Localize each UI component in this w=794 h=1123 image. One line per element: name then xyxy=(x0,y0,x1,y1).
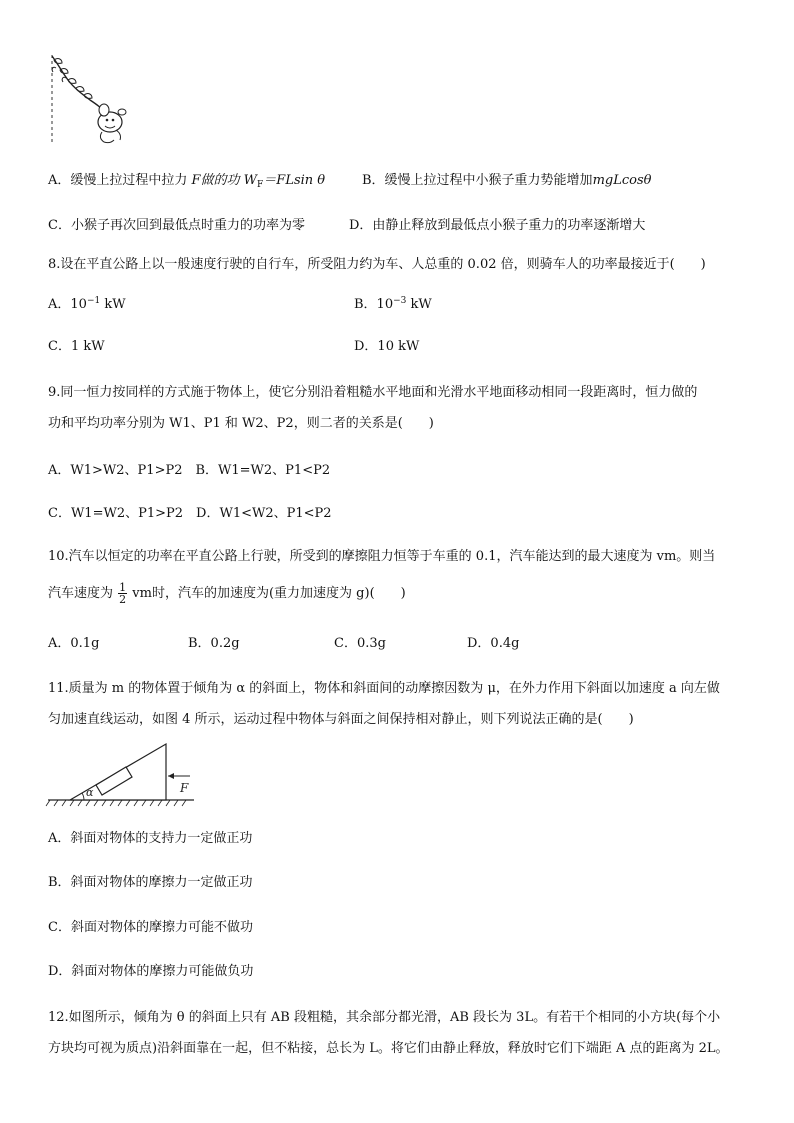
q10-option-c: C．0.3g xyxy=(334,636,386,651)
q9-stem-line2: 功和平均功率分别为 W1、P1 和 W2、P2，则二者的关系是( ) xyxy=(48,416,434,431)
q10-option-a: A．0.1g xyxy=(48,636,100,651)
q8-option-b: B．$10^{-3}$ kW xyxy=(354,296,432,312)
q9-stem-line1: 9.同一恒力按同样的方式施于物体上，使它分别沿着粗糙水平地面和光滑水平地面移动相同一段距离时，恒力做的 xyxy=(48,385,698,400)
q10-fraction: $\frac{1}{2}$ xyxy=(119,581,127,606)
q11-stem-line1: 11.质量为 m 的物体置于倾角为 α 的斜面上，物体和斜面间的动摩擦因数为 μ，在外力作用下斜面以加速度 a 向左做 xyxy=(48,681,720,696)
q8-stem: 8.设在平直公路上以一般速度行驶的自行车，所受阻力约为车、人总重的 0.02 倍，则骑车人的功率最接近于( ) xyxy=(48,257,706,272)
q10-stem-line1: 10.汽车以恒定的功率在平直公路上行驶，所受到的摩擦阻力恒等于车重的 0.1，汽车能达到的最大速度为 vm。则当 xyxy=(48,549,716,564)
q7-option-c: C．小猴子再次回到最低点时重力的功率为零 xyxy=(48,218,305,233)
q9-options-row2: C．W1=W2、P1>P2 D．W1<W2、P1<P2 xyxy=(48,506,332,521)
incline-figure xyxy=(44,740,214,810)
q12-stem-line1: 12.如图所示，倾角为 θ 的斜面上只有 AB 段粗糙，其余部分都光滑，AB 段长为 3L。有若干个相同的小方块(每个小 xyxy=(48,1010,721,1025)
q8-option-c: C．1 kW xyxy=(48,339,105,354)
monkey-pendulum-figure xyxy=(44,50,134,150)
q12-stem-line2: 方块均可视为质点)沿斜面靠在一起，但不粘接，总长为 L。将它们由静止释放，释放时它们下端距 A 点的距离为 2L。 xyxy=(48,1041,729,1056)
q11-option-d: D．斜面对物体的摩擦力可能做负功 xyxy=(48,964,254,979)
force-label: F xyxy=(180,781,189,795)
q11-option-a: A．斜面对物体的支持力一定做正功 xyxy=(48,831,253,846)
q8-option-a: A．$10^{-1}$ kW xyxy=(48,296,126,312)
q7-option-b: B．缓慢上拉过程中小猴子重力势能增加mgLcosθ xyxy=(362,173,652,188)
q9-options-row1: A．W1>W2、P1>P2 B．W1=W2、P1<P2 xyxy=(48,463,331,478)
q10-option-d: D．0.4g xyxy=(467,636,520,651)
q7-option-a-formula: F做的功 W xyxy=(191,173,258,188)
q7-option-d: D．由静止释放到最低点小猴子重力的功率逐渐增大 xyxy=(349,218,646,233)
q10-option-b: B．0.2g xyxy=(188,636,240,651)
q11-option-b: B．斜面对物体的摩擦力一定做正功 xyxy=(48,875,253,890)
q10-stem-line2: 汽车速度为 $\frac{1}{2}$ vm时，汽车的加速度为(重力加速度为 g)( ) xyxy=(48,581,406,606)
alpha-label: α xyxy=(86,786,94,799)
q7-option-a: A．缓慢上拉过程中拉力 F做的功 $W_F=FLsin$ θ xyxy=(48,173,326,190)
q8-option-d: D．10 kW xyxy=(354,339,420,354)
q11-stem-line2: 匀加速直线运动，如图 4 所示，运动过程中物体与斜面之间保持相对静止，则下列说法正确的是( ) xyxy=(48,712,634,727)
q11-option-c: C．斜面对物体的摩擦力可能不做功 xyxy=(48,920,253,935)
